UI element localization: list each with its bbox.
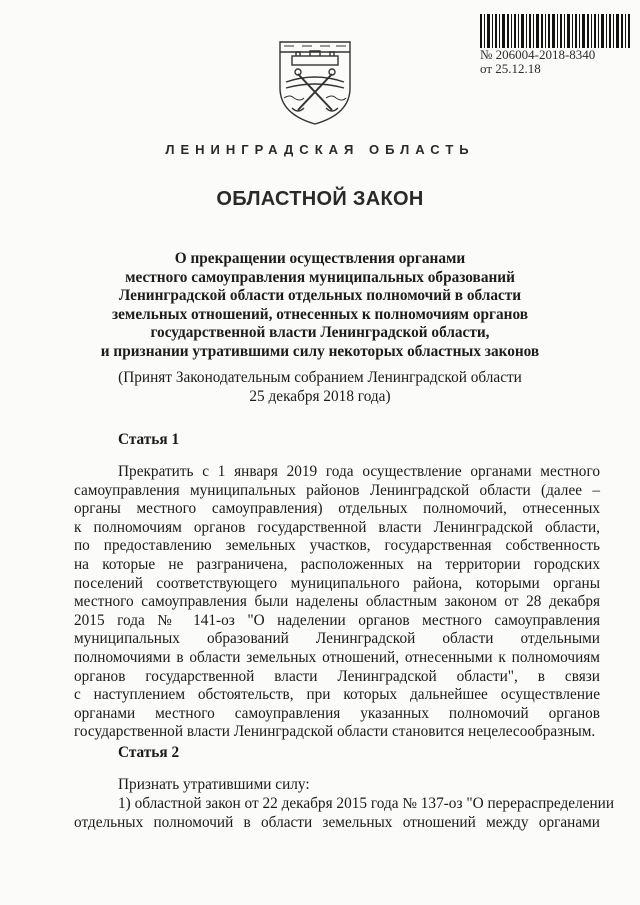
title-line: государственной власти Ленинградской области,: [150, 324, 490, 342]
text-line: отдельных полномочий в области земельных отношений между органами: [74, 813, 600, 831]
title-line: О прекращении осуществления органами: [174, 250, 466, 267]
adoption-line: 25 декабря 2018 года): [249, 387, 391, 405]
text-line: поселений соответствующего муниципального района, которыми органы: [74, 574, 600, 592]
text-line: 1) областной закон от 22 декабря 2015 года № 137-оз "О перераспределении: [118, 795, 615, 812]
article-2-intro: Признать утратившими силу:: [118, 776, 310, 793]
text-line: полномочиями в области земельных отношений, отнесенными к полномочиям: [74, 648, 600, 666]
leningrad-region-coat-of-arms-icon: [272, 38, 358, 126]
text-line: муниципальных образований Ленинградской области отдельными: [74, 630, 600, 648]
text-line: органами местного самоуправления указанных полномочий органов: [74, 704, 600, 722]
registration-stamp: [472, 14, 632, 76]
article-2-text: [74, 795, 615, 832]
article-1-text: [74, 463, 600, 742]
text-line: к полномочиям органов государственной власти Ленинградской области,: [74, 518, 600, 536]
text-line: на которые не разграничена, расположенных на территории городских: [74, 555, 600, 573]
title-line: и признании утратившими силу некоторых областных законов: [100, 342, 540, 360]
title-line: местного самоуправления муниципальных образований: [125, 268, 515, 286]
text-line: по предоставлению земельных участков, государственная собственность: [74, 537, 600, 555]
document-type: ОБЛАСТНОЙ ЗАКОН: [216, 188, 424, 210]
text-line: государственной власти Ленинградской области становится нецелесообразным.: [74, 723, 596, 741]
text-line: самоуправления муниципальных районов Ленинградской области (далее –: [74, 481, 600, 499]
barcode: [480, 14, 630, 48]
article-2-heading: Статья 2: [118, 744, 180, 761]
adoption-note: [70, 369, 570, 406]
adoption-line: (Принят Законодательным собранием Ленинградской области: [118, 369, 522, 386]
title-line: Ленинградской области отдельных полномочий в области: [118, 287, 522, 305]
text-line: органов государственной власти Ленинградской области", в связи: [74, 667, 600, 685]
registration-date: от 25.12.18: [480, 61, 541, 76]
text-line: Прекратить с 1 января 2019 года осуществление органами местного: [118, 463, 600, 480]
registration-number: № 206004-2018-8340: [480, 47, 596, 62]
text-line: органы местного самоуправления) отдельных полномочий, отнесенных: [74, 500, 600, 518]
title-line: земельных отношений, отнесенных к полномочиям органов: [112, 305, 528, 323]
text-line: местного самоуправления были наделены областным законом от 28 декабря: [74, 593, 600, 611]
region-name: ЛЕНИНГРАДСКАЯ ОБЛАСТЬ: [165, 142, 475, 157]
text-line: с наступлением обстоятельств, при которых дальнейшее осуществление: [74, 686, 600, 704]
text-line: 2015 года № 141-оз "О наделении органов местного самоуправления: [74, 611, 600, 629]
law-title: [70, 250, 570, 362]
article-1-heading: Статья 1: [118, 431, 180, 448]
